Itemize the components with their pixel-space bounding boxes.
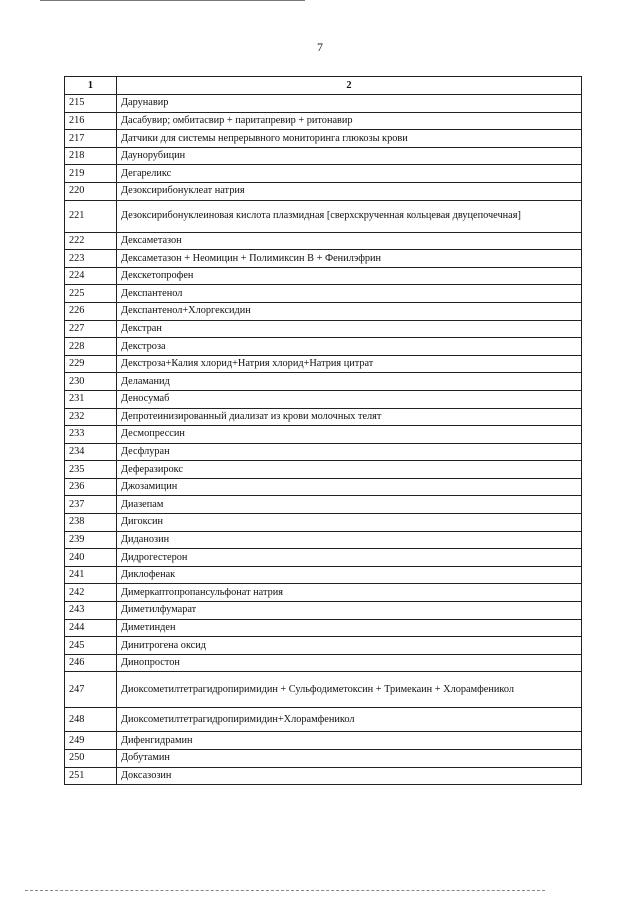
table-row — [65, 602, 582, 620]
row-number: 227 — [65, 320, 117, 338]
row-number: 220 — [65, 182, 117, 200]
medication-name: Дезоксирибонуклеиновая кислота плазмидная [сверхскрученная кольцевая двуцепочечная] — [117, 200, 582, 232]
table-row — [65, 584, 582, 602]
row-number: 231 — [65, 390, 117, 408]
table-header-row — [65, 77, 582, 95]
row-number: 246 — [65, 654, 117, 672]
row-number: 234 — [65, 443, 117, 461]
row-number: 238 — [65, 514, 117, 532]
table-body — [65, 95, 582, 785]
medication-name: Диметилфумарат — [117, 602, 582, 620]
row-number: 240 — [65, 549, 117, 567]
table-row — [65, 672, 582, 708]
table-row — [65, 408, 582, 426]
medication-name: Десфлуран — [117, 443, 582, 461]
table-row — [65, 165, 582, 183]
row-number: 243 — [65, 602, 117, 620]
table-row — [65, 531, 582, 549]
row-number: 236 — [65, 478, 117, 496]
table-row — [65, 200, 582, 232]
medication-name: Диоксометилтетрагидропиримидин + Сульфодиметоксин + Тримекаин + Хлорамфеникол — [117, 672, 582, 708]
row-number: 237 — [65, 496, 117, 514]
table-row — [65, 250, 582, 268]
row-number: 226 — [65, 302, 117, 320]
row-number: 247 — [65, 672, 117, 708]
top-rule — [40, 0, 305, 1]
row-number: 219 — [65, 165, 117, 183]
table-row — [65, 732, 582, 750]
medication-name: Дигоксин — [117, 514, 582, 532]
row-number: 241 — [65, 566, 117, 584]
table-row — [65, 355, 582, 373]
medication-name: Димеркаптопропансульфонат натрия — [117, 584, 582, 602]
medication-name: Доксазозин — [117, 767, 582, 785]
table-row — [65, 390, 582, 408]
row-number: 242 — [65, 584, 117, 602]
medication-name: Дарунавир — [117, 95, 582, 113]
table-row — [65, 112, 582, 130]
table-row — [65, 182, 582, 200]
medication-name: Диазепам — [117, 496, 582, 514]
row-number: 229 — [65, 355, 117, 373]
row-number: 224 — [65, 267, 117, 285]
table-row — [65, 514, 582, 532]
table-row — [65, 373, 582, 391]
row-number: 225 — [65, 285, 117, 303]
table-row — [65, 426, 582, 444]
table-row — [65, 302, 582, 320]
row-number: 230 — [65, 373, 117, 391]
row-number: 233 — [65, 426, 117, 444]
medication-name: Декстран — [117, 320, 582, 338]
table-row — [65, 619, 582, 637]
table-row — [65, 320, 582, 338]
table-row — [65, 267, 582, 285]
medication-name: Деферазирокс — [117, 461, 582, 479]
table-row — [65, 130, 582, 148]
medication-name: Деносумаб — [117, 390, 582, 408]
medication-name: Декскетопрофен — [117, 267, 582, 285]
row-number: 232 — [65, 408, 117, 426]
row-number: 217 — [65, 130, 117, 148]
table-row — [65, 708, 582, 732]
row-number: 248 — [65, 708, 117, 732]
row-number: 222 — [65, 232, 117, 250]
row-number: 235 — [65, 461, 117, 479]
medication-name: Деламанид — [117, 373, 582, 391]
row-number: 251 — [65, 767, 117, 785]
row-number: 216 — [65, 112, 117, 130]
table-row — [65, 147, 582, 165]
table-row — [65, 566, 582, 584]
table-row — [65, 461, 582, 479]
row-number: 250 — [65, 750, 117, 768]
medication-name: Декспантенол+Хлоргексидин — [117, 302, 582, 320]
medication-name: Диметинден — [117, 619, 582, 637]
row-number: 228 — [65, 338, 117, 356]
medication-name: Дексаметазон + Неомицин + Полимиксин В + Фенилэфрин — [117, 250, 582, 268]
table-row — [65, 443, 582, 461]
medication-name: Декстроза — [117, 338, 582, 356]
medication-name: Депротеинизированный диализат из крови молочных телят — [117, 408, 582, 426]
medication-name: Десмопрессин — [117, 426, 582, 444]
medication-name: Дезоксирибонуклеат натрия — [117, 182, 582, 200]
row-number: 239 — [65, 531, 117, 549]
table-row — [65, 478, 582, 496]
table-row — [65, 549, 582, 567]
medications-table — [64, 76, 582, 785]
table-row — [65, 654, 582, 672]
column-header-number: 1 — [65, 77, 117, 95]
medication-name: Декспантенол — [117, 285, 582, 303]
medication-name: Датчики для системы непрерывного мониторинга глюкозы крови — [117, 130, 582, 148]
row-number: 244 — [65, 619, 117, 637]
row-number: 215 — [65, 95, 117, 113]
medication-name: Диоксометилтетрагидропиримидин+Хлорамфеникол — [117, 708, 582, 732]
row-number: 221 — [65, 200, 117, 232]
medication-name: Динопростон — [117, 654, 582, 672]
row-number: 245 — [65, 637, 117, 655]
medication-name: Динитрогена оксид — [117, 637, 582, 655]
medication-name: Дифенгидрамин — [117, 732, 582, 750]
page-number: 7 — [317, 40, 323, 54]
medication-name: Даунорубицин — [117, 147, 582, 165]
table-row — [65, 496, 582, 514]
medication-name: Добутамин — [117, 750, 582, 768]
medication-name: Дасабувир; омбитасвир + паритапревир + ритонавир — [117, 112, 582, 130]
medication-name: Джозамицин — [117, 478, 582, 496]
table-row — [65, 285, 582, 303]
medication-name: Диданозин — [117, 531, 582, 549]
medication-name: Декстроза+Калия хлорид+Натрия хлорид+Натрия цитрат — [117, 355, 582, 373]
row-number: 218 — [65, 147, 117, 165]
row-number: 223 — [65, 250, 117, 268]
column-header-name: 2 — [117, 77, 582, 95]
bottom-rule — [25, 890, 545, 891]
medication-name: Диклофенак — [117, 566, 582, 584]
table-row — [65, 338, 582, 356]
row-number: 249 — [65, 732, 117, 750]
table-row — [65, 232, 582, 250]
table-row — [65, 767, 582, 785]
table-row — [65, 637, 582, 655]
table-row — [65, 95, 582, 113]
table-row — [65, 750, 582, 768]
medication-name: Дидрогестерон — [117, 549, 582, 567]
medication-name: Дексаметазон — [117, 232, 582, 250]
medication-name: Дегареликс — [117, 165, 582, 183]
